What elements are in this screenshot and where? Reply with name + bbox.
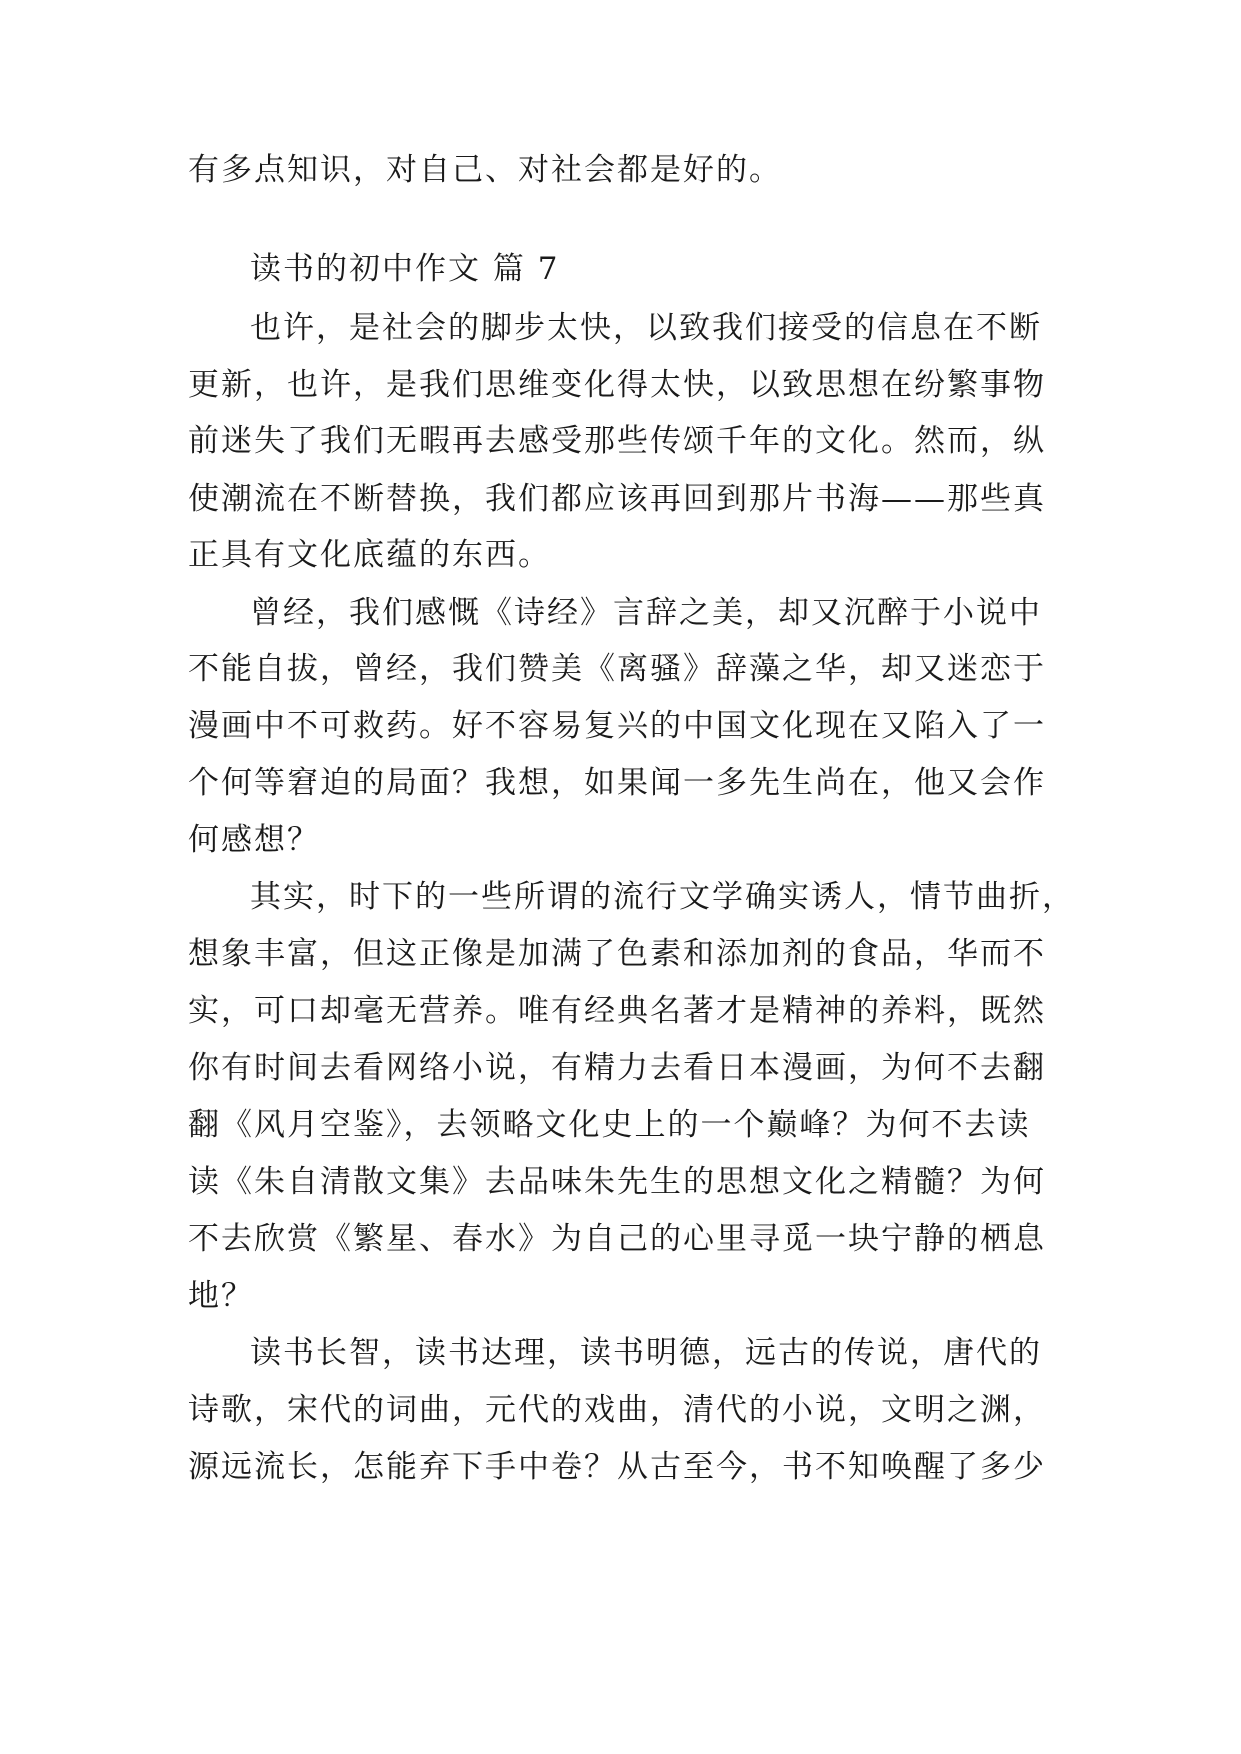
text-line: 何感想？ — [188, 822, 320, 858]
text-line: 其实，时下的一些所谓的流行文学确实诱人，情节曲折， — [250, 879, 1075, 915]
text-line: 使潮流在不断替换，我们都应该再回到那片书海——那些真 — [188, 481, 1046, 517]
text-line: 也许，是社会的脚步太快，以致我们接受的信息在不断 — [250, 310, 1042, 346]
text-line: 读书长智，读书达理，读书明德，远古的传说，唐代的 — [250, 1335, 1042, 1371]
text-line: 想象丰富，但这正像是加满了色素和添加剂的食品，华而不 — [188, 936, 1046, 972]
text-line: 诗歌，宋代的词曲，元代的戏曲，清代的小说，文明之渊， — [188, 1392, 1046, 1428]
text-line: 你有时间去看网络小说，有精力去看日本漫画，为何不去翻 — [188, 1050, 1046, 1086]
text-line: 翻《风月空鉴》，去领略文化史上的一个巅峰？为何不去读 — [188, 1107, 1031, 1143]
text-line: 读《朱自清散文集》去品味朱先生的思想文化之精髓？为何 — [188, 1164, 1046, 1200]
section-heading: 读书的初中作文 篇 7 — [250, 251, 560, 287]
text-line: 不能自拔，曾经，我们赞美《离骚》辞藻之华，却又迷恋于 — [188, 651, 1046, 687]
text-line: 个何等窘迫的局面？我想，如果闻一多先生尚在，他又会作 — [188, 765, 1046, 801]
text-line: 源远流长，怎能弃下手中卷？从古至今，书不知唤醒了多少 — [188, 1449, 1046, 1485]
text-line: 更新，也许，是我们思维变化得太快，以致思想在纷繁事物 — [188, 367, 1046, 403]
text-line: 不去欣赏《繁星、春水》为自己的心里寻觅一块宁静的栖息 — [188, 1221, 1046, 1257]
text-line: 正具有文化底蕴的东西。 — [188, 537, 551, 573]
text-line: 实，可口却毫无营养。唯有经典名著才是精神的养料，既然 — [188, 993, 1046, 1029]
text-line: 漫画中不可救药。好不容易复兴的中国文化现在又陷入了一 — [188, 708, 1046, 744]
text-line: 曾经，我们感慨《诗经》言辞之美，却又沉醉于小说中 — [250, 595, 1042, 631]
text-line: 地？ — [188, 1278, 254, 1314]
text-line: 前迷失了我们无暇再去感受那些传颂千年的文化。然而，纵 — [188, 423, 1046, 459]
text-line: 有多点知识，对自己、对社会都是好的。 — [188, 152, 782, 188]
